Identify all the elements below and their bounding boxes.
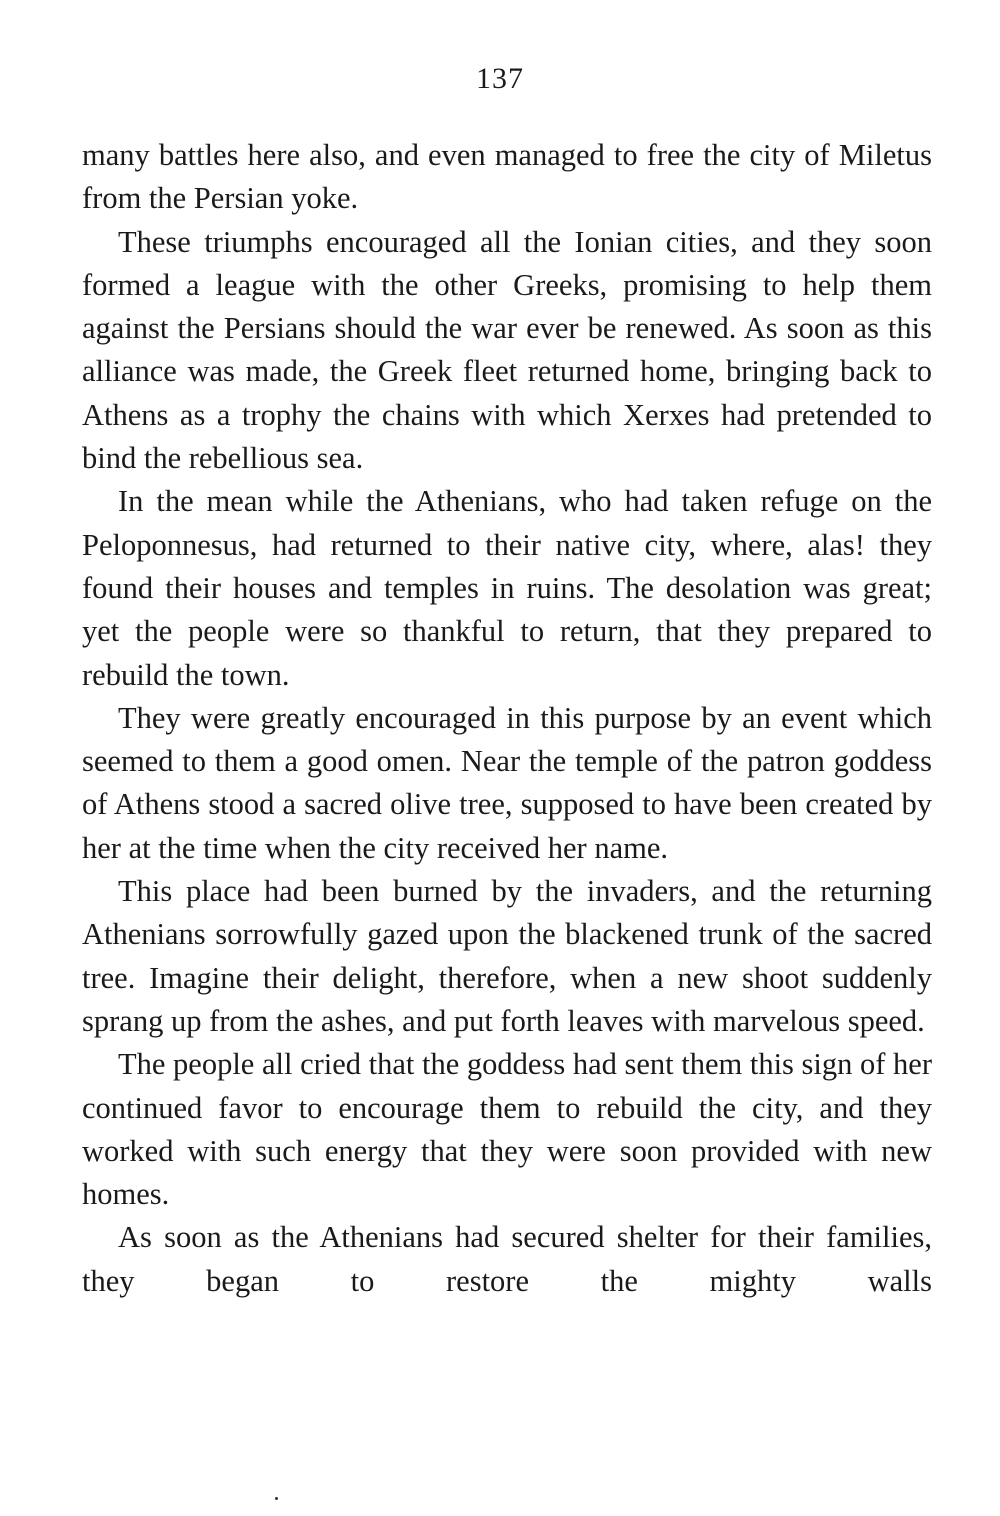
- page-number: 137: [476, 62, 524, 95]
- paragraph-7: As soon as the Athenians had secured shelter for their families, they began to restore the mighty walls: [82, 1220, 932, 1298]
- body-text: [82, 134, 932, 1303]
- paragraph-2: These triumphs encouraged all the Ionian cities, and they soon formed a league with the other Greeks, promising to help them against the Persians should the war ever be renewed. As soon as this alliance was made, the Greek fleet returned home, bringing back to Athens as a trophy the chains with which Xerxes had pretended to bind the rebellious sea.: [82, 224, 932, 476]
- paragraph-1: many battles here also, and even managed to free the city of Miletus from the Persian yoke.: [82, 138, 932, 216]
- paragraph-4: They were greatly encouraged in this purpose by an event which seemed to them a good omen. Near the temple of the patron goddess of Athens stood a sacred olive tree, supposed to have been created by her at the time when the city received her name.: [82, 700, 932, 865]
- paragraph-6: The people all cried that the goddess had sent them this sign of her continued favor to encourage them to rebuild the city, and they worked with such energy that they were soon provided with new homes.: [82, 1047, 932, 1212]
- paragraph-5: This place had been burned by the invaders, and the returning Athenians sorrowfully gazed upon the blackened trunk of the sacred tree. Imagine their delight, therefore, when a new shoot suddenly sprang up from the ashes, and put forth leaves with marvelous speed.: [82, 874, 932, 1038]
- ink-speck: [275, 1497, 278, 1500]
- paragraph-3: In the mean while the Athenians, who had taken refuge on the Peloponnesus, had returned to their native city, where, alas! they found their houses and temples in ruins. The desolation was great; yet the people were so thankful to return, that they prepared to rebuild the town.: [82, 484, 932, 692]
